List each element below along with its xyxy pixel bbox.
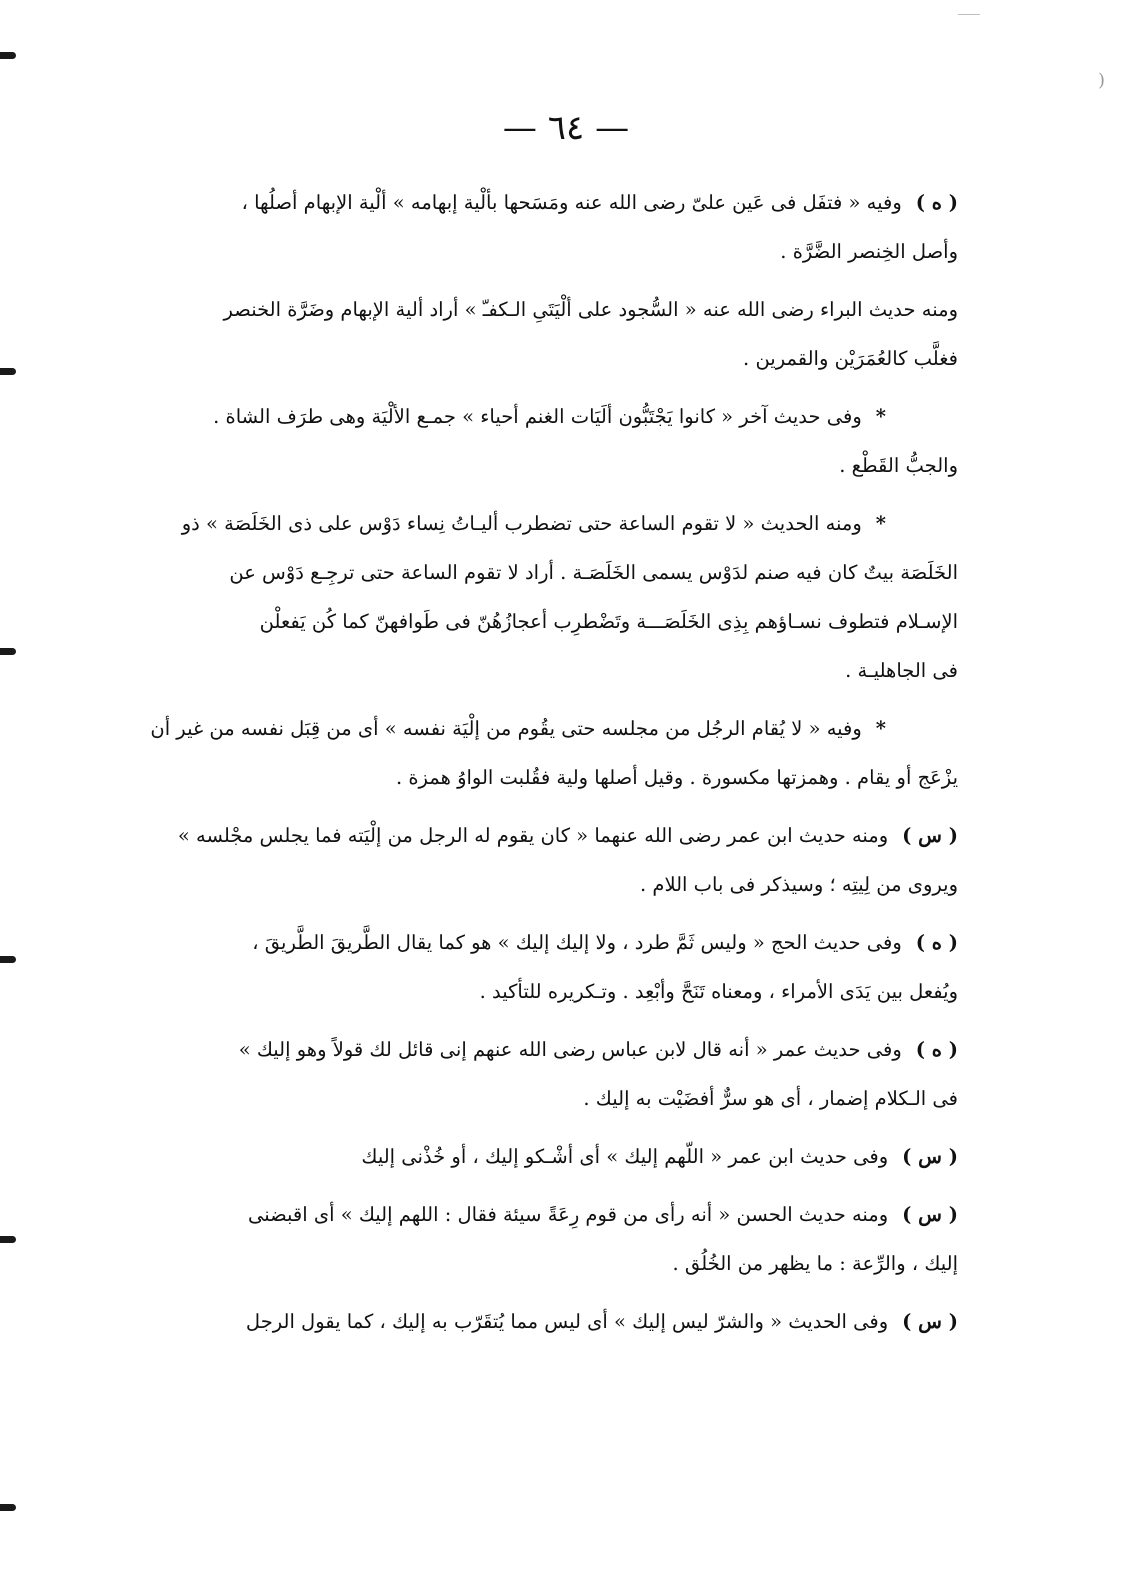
text-line: الإسـلام فتطوف نسـاؤهم بِذِى الخَلَصَـــة وتَضْطرِب أعجازُهُنّ فى طَوافهنّ كما كُن يَفعلْن [259, 610, 958, 633]
entry-paragraph [138, 392, 958, 490]
scan-paren-mark: ) [1098, 70, 1106, 91]
text-line: وفيه « لا يُقام الرجُل من مجلسه حتى يقُوم من إلْيَة نفسه » أى من قِبَل نفسه من غير أن [150, 717, 862, 740]
text-line: ومنه حديث الحسن « أنه رأى من قوم رِعَةً سيئة فقال : اللهم إليك » أى اقبضنى [247, 1203, 889, 1226]
text-line: الخَلَصَة بيتٌ كان فيه صنم لدَوْس يسمى الخَلَصَـة . أراد لا تقوم الساعة حتى ترجِـع دَوْس عن [229, 561, 958, 584]
text-line: وأصل الخِنصر الضَّرَّة . [780, 240, 958, 263]
binding-edge-mark [0, 956, 16, 963]
source-tag: ( س ) [902, 1310, 958, 1333]
entry-paragraph [138, 704, 958, 802]
entry-paragraph [138, 1190, 958, 1288]
entry-paragraph [138, 285, 958, 383]
entry-paragraph [138, 178, 958, 276]
source-tag: ( ه ) [915, 1038, 958, 1061]
source-tag: ( ه ) [915, 191, 958, 214]
source-tag: ( س ) [902, 1145, 958, 1168]
entry-paragraph [138, 918, 958, 1016]
text-line: إليك ، والرِّعة : ما يظهر من الخُلُق . [672, 1252, 958, 1275]
binding-edge-mark [0, 1236, 16, 1243]
entry-paragraph [138, 811, 958, 909]
scan-dash-mark [958, 14, 980, 15]
entry-marker: * [875, 717, 886, 740]
binding-edge-mark [0, 1504, 16, 1511]
binding-edge-mark [0, 368, 16, 375]
binding-edge-mark [0, 648, 16, 655]
text-line: فى الـكلام إضمار ، أى هو سرٌّ أفضَيْت به إليك . [583, 1087, 958, 1110]
entry-paragraph [138, 1025, 958, 1123]
text-line: ويروى من لِيتِه ؛ وسيذكر فى باب اللام . [639, 873, 958, 896]
text-line: فغلَّب كالعُمَرَيْن والقمرين . [743, 347, 958, 370]
text-line: ومنه حديث ابن عمر رضى الله عنهما « كان يقوم له الرجل من إلْيَته فما يجلس مجْلسه » [177, 824, 889, 847]
source-tag: ( ه ) [915, 931, 958, 954]
entry-paragraph [138, 1297, 958, 1346]
entry-marker: * [875, 405, 886, 428]
entry-marker: * [875, 512, 886, 535]
text-line: يزْعَج أو يقام . وهمزتها مكسورة . وقيل أصلها ولية فقُلبت الواوُ همزة . [395, 766, 958, 789]
text-line: وفى حديث الحج « وليس ثَمَّ طرد ، ولا إليك إليك » هو كما يقال الطَّريقَ الطَّريقَ ، [252, 931, 902, 954]
binding-edge-mark [0, 52, 16, 59]
text-line: وفى حديث آخر « كانوا يَجْتَبُّون ألَيَات الغنم أحياء » جمـع الألْيَة وهى طرَف الشاة . [213, 405, 862, 428]
body-text [138, 178, 958, 1346]
page-number: — ٦٤ — [502, 108, 630, 148]
entry-paragraph [138, 1132, 958, 1181]
text-line: ومنه حديث البراء رضى الله عنه « السُّجود على ألْيَتَىِ الـكفـّ » أراد ألية الإبهام وضَرَّة الخنصر [223, 298, 958, 321]
text-line: فى الجاهليـة . [845, 659, 958, 682]
text-line: ومنه الحديث « لا تقوم الساعة حتى تضطرب أليـاتُ نِساء دَوْس على ذى الخَلَصَة » ذو [181, 512, 862, 535]
source-tag: ( س ) [902, 824, 958, 847]
text-line: وفيه « فتفَل فى عَين علىّ رضى الله عنه ومَسَحها بألْية إبهامه » ألْية الإبهام أصلُها ، [241, 191, 902, 214]
text-line: وفى الحديث « والشرّ ليس إليك » أى ليس مما يُتقَرّب به إليك ، كما يقول الرجل [245, 1310, 889, 1333]
text-line: وفى حديث ابن عمر « اللّهم إليك » أى أشْـكو إليك ، أو خُذْنى إليك [361, 1145, 889, 1168]
source-tag: ( س ) [902, 1203, 958, 1226]
entry-paragraph [138, 499, 958, 695]
text-line: ويُفعل بين يَدَى الأمراء ، ومعناه تَنَحَّ وأبْعِد . وتـكريره للتأكيد . [479, 980, 958, 1003]
text-line: والجبُّ القَطْع . [839, 454, 958, 477]
text-line: وفى حديث عمر « أنه قال لابن عباس رضى الله عنهم إنى قائل لك قولاً وهو إليك » [238, 1038, 902, 1061]
